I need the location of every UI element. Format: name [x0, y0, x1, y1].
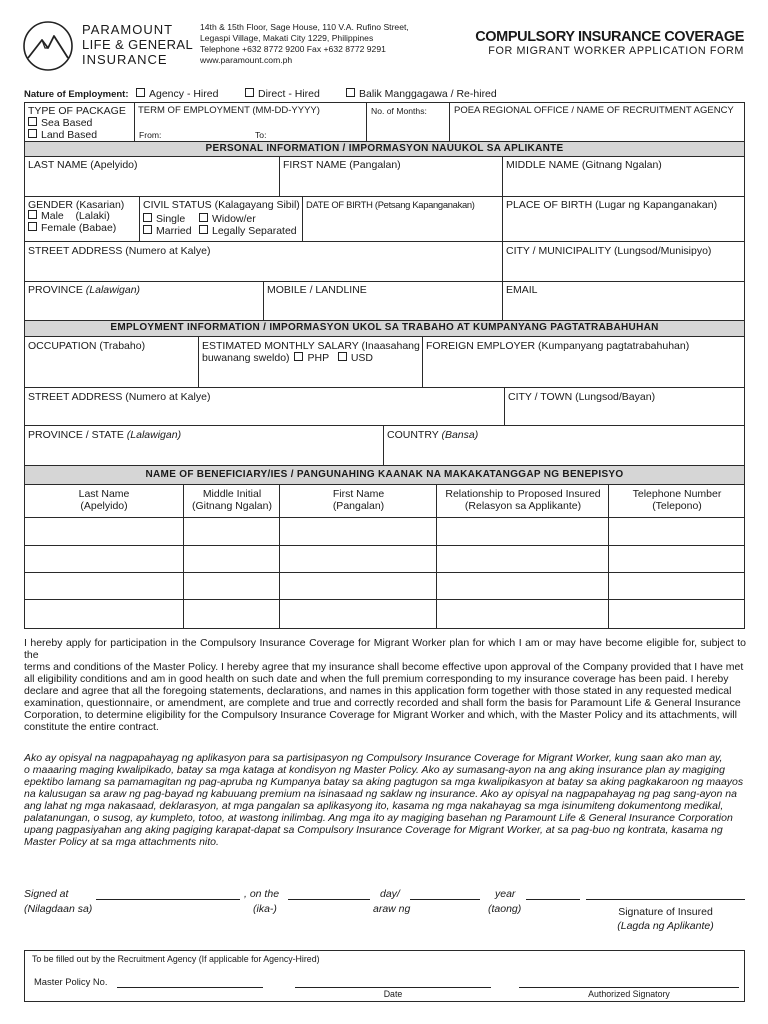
day-label: day/: [380, 888, 400, 900]
poea-label: POEA REGIONAL OFFICE / NAME OF RECRUITMENT AGENCY: [454, 105, 734, 116]
field-label: FIRST NAME (Pangalan): [283, 159, 401, 171]
checkbox-icon: [28, 117, 37, 126]
col-en: Telephone Number: [632, 488, 722, 500]
field-label: LAST NAME (Apelyido): [28, 159, 138, 171]
col-en: First Name: [332, 488, 385, 500]
field-label: GENDER (Kasarian): [28, 199, 125, 211]
php-label: PHP: [307, 352, 329, 364]
option-balik-manggagawa[interactable]: [346, 88, 497, 100]
column-header-relationship: [437, 488, 609, 512]
checkbox-icon: [28, 222, 37, 231]
authorized-signatory-label: Authorized Signatory: [588, 989, 670, 999]
month-input[interactable]: [410, 899, 480, 900]
gender-cell: [24, 196, 140, 242]
year-input[interactable]: [526, 899, 580, 900]
checkbox-icon: [136, 88, 145, 97]
declaration-line: examination, questionnaire, or amendment, are complete and true and correctly recorded and shall form the basis for Paramount Life & General Insurance: [24, 697, 741, 709]
widow-option[interactable]: [199, 213, 256, 225]
usd-label: USD: [350, 352, 373, 364]
option-label: Widow/er: [212, 213, 256, 225]
declaration-line: declare and agree that all the foregoing statements, declarations, and names in this application form together with those stated in any requested medical: [24, 685, 732, 697]
year-label: year: [495, 888, 516, 900]
field-label: CIVIL STATUS (Kalagayang Sibil): [143, 199, 300, 211]
mobile-field[interactable]: [263, 281, 503, 321]
field-label: CITY / MUNICIPALITY (Lungsod/Munisipyo): [506, 245, 712, 257]
email-field[interactable]: [502, 281, 745, 321]
option-label: Direct - Hired: [258, 88, 320, 100]
sea-based-option[interactable]: [28, 117, 92, 129]
declaration-line: Master Policy at sa mga attachments nito.: [24, 836, 219, 848]
poea-cell[interactable]: [449, 102, 745, 142]
checkbox-icon[interactable]: [294, 352, 303, 361]
table-row[interactable]: [24, 518, 745, 545]
declaration-tagalog: [24, 752, 746, 848]
signature-tl-label: (Lagda ng Aplikante): [617, 920, 714, 932]
option-direct-hired[interactable]: [245, 88, 320, 100]
personal-city-field[interactable]: [502, 241, 745, 282]
salary-field[interactable]: [198, 336, 423, 388]
option-label: Male: [41, 210, 64, 222]
nature-label: Nature of Employment:: [24, 89, 129, 100]
address-line: Legaspi Village, Makati City 1229, Philippines: [200, 33, 374, 43]
land-based-option[interactable]: [28, 129, 97, 141]
married-option[interactable]: [143, 225, 192, 237]
address-line: Telephone +632 8772 9200 Fax +632 8772 9291: [200, 44, 386, 54]
master-policy-input[interactable]: [117, 987, 263, 988]
personal-province-field[interactable]: [24, 281, 264, 321]
column-header-telephone: [609, 488, 745, 512]
signature-of-insured-label: Signature of Insured: [618, 906, 713, 918]
field-label: OCCUPATION (Trabaho): [28, 340, 146, 352]
checkbox-icon: [28, 210, 37, 219]
signed-at-tl: (Nilagdaan sa): [24, 903, 93, 915]
field-label: PLACE OF BIRTH (Lugar ng Kapanganakan): [506, 199, 718, 211]
option-label: Female (Babae): [41, 222, 117, 234]
agency-box: [24, 950, 745, 1002]
declaration-line: upang pagpasiyahan ang aking pagiging karapat-dapat sa Compulsory Insurance Coverage for Migrant Worker, at sa pag-buo ng kontrata, kasama ng: [24, 824, 723, 836]
form-title: COMPULSORY INSURANCE COVERAGE: [475, 29, 744, 45]
checkbox-icon: [346, 88, 355, 97]
field-label: FOREIGN EMPLOYER (Kumpanyang pagtatrabahuhan): [426, 340, 690, 352]
checkbox-icon: [143, 213, 152, 222]
checkbox-icon: [28, 129, 37, 138]
option-label: Sea Based: [41, 117, 93, 129]
months-label: No. of Months:: [371, 106, 427, 116]
field-label: MOBILE / LANDLINE: [267, 284, 367, 296]
occupation-field[interactable]: [24, 336, 199, 388]
field-label: ESTIMATED MONTHLY SALARY (Inaasahang: [202, 340, 420, 352]
personal-street-field[interactable]: [24, 241, 503, 282]
declaration-line: terms and conditions of the Master Policy. I hereby agree that my insurance shall become effective upon approval of the Company provided that I have met: [24, 661, 744, 673]
checkbox-icon: [199, 213, 208, 222]
checkbox-icon: [199, 225, 208, 234]
declaration-line: all eligibility conditions and am in good health on such date and when the full premium corresponding to my insurance coverage has been paid. I hereby: [24, 673, 729, 685]
salary-line-2: [202, 352, 373, 364]
master-policy-label: Master Policy No.: [34, 976, 108, 987]
term-of-employment-cell[interactable]: [134, 102, 367, 142]
field-label: [28, 429, 181, 441]
option-label: (Lalaki): [75, 210, 110, 222]
field-label: [28, 284, 140, 296]
female-option[interactable]: [28, 222, 116, 234]
declaration-line: ang lahat ng mga nakasaad, deklarasyon, at mga pangalan sa aplikasyong ito, kasama ng mga nakahayag sa mga isinumiteng dokumentong medikal,: [24, 800, 724, 812]
col-en: Relationship to Proposed Insured: [445, 488, 601, 500]
country-tl: (Bansa): [441, 429, 479, 441]
checkbox-icon[interactable]: [338, 352, 347, 361]
field-label: buwanang sweldo): [202, 352, 290, 364]
col-tl: (Relasyon sa Applikante): [464, 500, 582, 512]
table-row[interactable]: [24, 573, 745, 599]
declaration-line: I hereby apply for participation in the Compulsory Insurance Coverage for Migrant Worker plan for which I am or may have become eligible for, subject to the: [24, 637, 746, 661]
date-input[interactable]: [295, 987, 491, 988]
single-option[interactable]: [143, 213, 185, 225]
beneficiary-header: NAME OF BENEFICIARY/IES / PANGUNAHING KAANAK NA MAKAKATANGGAP NG BENEPISYO: [24, 465, 745, 485]
foreign-employer-field[interactable]: [422, 336, 745, 388]
option-label: Land Based: [41, 129, 98, 141]
on-the-label: , on the: [244, 888, 280, 900]
declaration-line: constitute the entire contract.: [24, 721, 159, 733]
table-row[interactable]: [24, 600, 745, 628]
country-label: COUNTRY: [387, 429, 439, 441]
declaration-line: palatanungan, o susog, ay kumpleto, totoo, at wastong inilimbag. Ang mga ito ay magiging basehan ng Paramount Life & General Insurance Corporation: [24, 812, 733, 824]
option-label: Agency - Hired: [149, 88, 219, 100]
company-address: [200, 22, 409, 66]
months-cell[interactable]: [366, 102, 450, 142]
last-name-field[interactable]: [24, 156, 280, 197]
column-header-last-name: [24, 488, 184, 512]
checkbox-icon: [143, 225, 152, 234]
column-header-middle-initial: [184, 488, 280, 512]
field-label: MIDDLE NAME (Gitnang Ngalan): [506, 159, 662, 171]
field-label: DATE OF BIRTH (Petsang Kapanganakan): [306, 199, 475, 210]
date-label: Date: [383, 989, 403, 999]
employment-city-field[interactable]: [504, 387, 745, 426]
col-en: Middle Initial: [202, 488, 262, 500]
col-en: Last Name: [78, 488, 130, 500]
signed-at-input[interactable]: [96, 899, 240, 900]
field-label: EMAIL: [506, 284, 538, 296]
logo-text-2: LIFE & GENERAL: [82, 37, 194, 52]
column-header-first-name: [280, 488, 437, 512]
declaration-line: Ako ay opisyal na nagpapahayag ng aplikasyon para sa partisipasyon ng Compulsory Insurance Coverage for Migrant Worker, kung saan ako man ay,: [24, 752, 723, 764]
first-name-field[interactable]: [279, 156, 503, 197]
field-label: STREET ADDRESS (Numero at Kalye): [28, 391, 211, 403]
company-logo: [22, 20, 192, 74]
declaration-line: epektibo lamang sa pamamagitan ng pag-apruba ng Kumpanya batay sa aking pagtugon sa mga kwalipikasyon at batay sa aking pagkakaroon ng maayos: [24, 776, 744, 788]
male-option[interactable]: [28, 210, 110, 222]
employment-province-field[interactable]: [24, 425, 384, 466]
declaration-english: [24, 637, 746, 733]
agency-note: To be filled out by the Recruitment Agency (If applicable for Agency-Hired): [32, 954, 320, 964]
signed-at-label: Signed at: [24, 888, 69, 900]
declaration-line: Corporation, to determine eligibility for the Compulsory Insurance Coverage for Migrant Worker and which, with the Master Policy and its attachments, will: [24, 709, 737, 721]
province-label: PROVINCE / STATE: [28, 429, 124, 441]
option-label: Legally Separated: [212, 225, 297, 237]
option-label: Married: [156, 225, 192, 237]
signature-input[interactable]: [586, 899, 745, 900]
col-tl: (Pangalan): [332, 500, 385, 512]
checkbox-icon: [245, 88, 254, 97]
option-agency-hired[interactable]: [136, 88, 218, 100]
employment-info-header: EMPLOYMENT INFORMATION / IMPORMASYON UKOL SA TRABAHO AT KUMPANYANG PAGTATRABAHUHAN: [24, 320, 745, 337]
place-of-birth-field[interactable]: [502, 196, 745, 242]
personal-info-header: PERSONAL INFORMATION / IMPORMASYON NAUUKOL SA APLIKANTE: [24, 141, 745, 157]
mountain-logo-icon: [22, 20, 74, 72]
address-line: www.paramount.com.ph: [200, 55, 293, 65]
province-tl: (Lalawigan): [85, 284, 141, 296]
date-of-birth-field[interactable]: [302, 196, 503, 242]
separated-option[interactable]: [199, 225, 297, 237]
province-tl: (Lalawigan): [126, 429, 182, 441]
country-field[interactable]: [383, 425, 745, 466]
option-label: Balik Manggagawa / Re-hired: [359, 88, 497, 100]
middle-name-field[interactable]: [502, 156, 745, 197]
from-label: From:: [139, 130, 162, 140]
form-subtitle: FOR MIGRANT WORKER APPLICATION FORM: [488, 45, 744, 57]
year-tl: (taong): [488, 903, 522, 915]
field-label: CITY / TOWN (Lungsod/Bayan): [508, 391, 656, 403]
civil-status-cell: [139, 196, 303, 242]
option-label: Single: [156, 213, 186, 225]
on-the-tl: (ika-): [253, 903, 277, 915]
beneficiary-table: [24, 484, 745, 629]
table-row[interactable]: [24, 546, 745, 572]
to-label: To:: [255, 130, 267, 140]
declaration-line: o maaaring maging kwalipikado, batay sa mga kataga at kondisyon ng Master Policy. Ako ay sumasang-ayon na ang aking insurance plan ay magiging: [24, 764, 725, 776]
term-label: TERM OF EMPLOYMENT (MM-DD-YYYY): [138, 105, 320, 116]
day-tl: araw ng: [373, 903, 411, 915]
field-label: [387, 429, 478, 441]
logo-text-3: INSURANCE: [82, 52, 168, 67]
package-type-cell: [24, 102, 135, 142]
employment-street-field[interactable]: [24, 387, 505, 426]
col-tl: (Gitnang Ngalan): [192, 500, 272, 512]
authorized-signatory-input[interactable]: [519, 987, 739, 988]
day-input[interactable]: [288, 899, 370, 900]
col-tl: (Telepono): [652, 500, 702, 512]
col-tl: (Apelyido): [80, 500, 128, 512]
address-line: 14th & 15th Floor, Sage House, 110 V.A. Rufino Street,: [200, 22, 409, 32]
logo-text-1: PARAMOUNT: [82, 22, 174, 37]
province-label: PROVINCE: [28, 284, 83, 296]
declaration-line: na kalusugan sa araw ng pag-bayad ng kabuuang premium na isinasaad ng saklaw ng insurance. Ako ay opisyal na nagpapahayag ng pag sang-ayon na: [24, 788, 737, 800]
field-label: STREET ADDRESS (Numero at Kalye): [28, 245, 211, 257]
package-type-label: TYPE OF PACKAGE: [28, 105, 126, 117]
